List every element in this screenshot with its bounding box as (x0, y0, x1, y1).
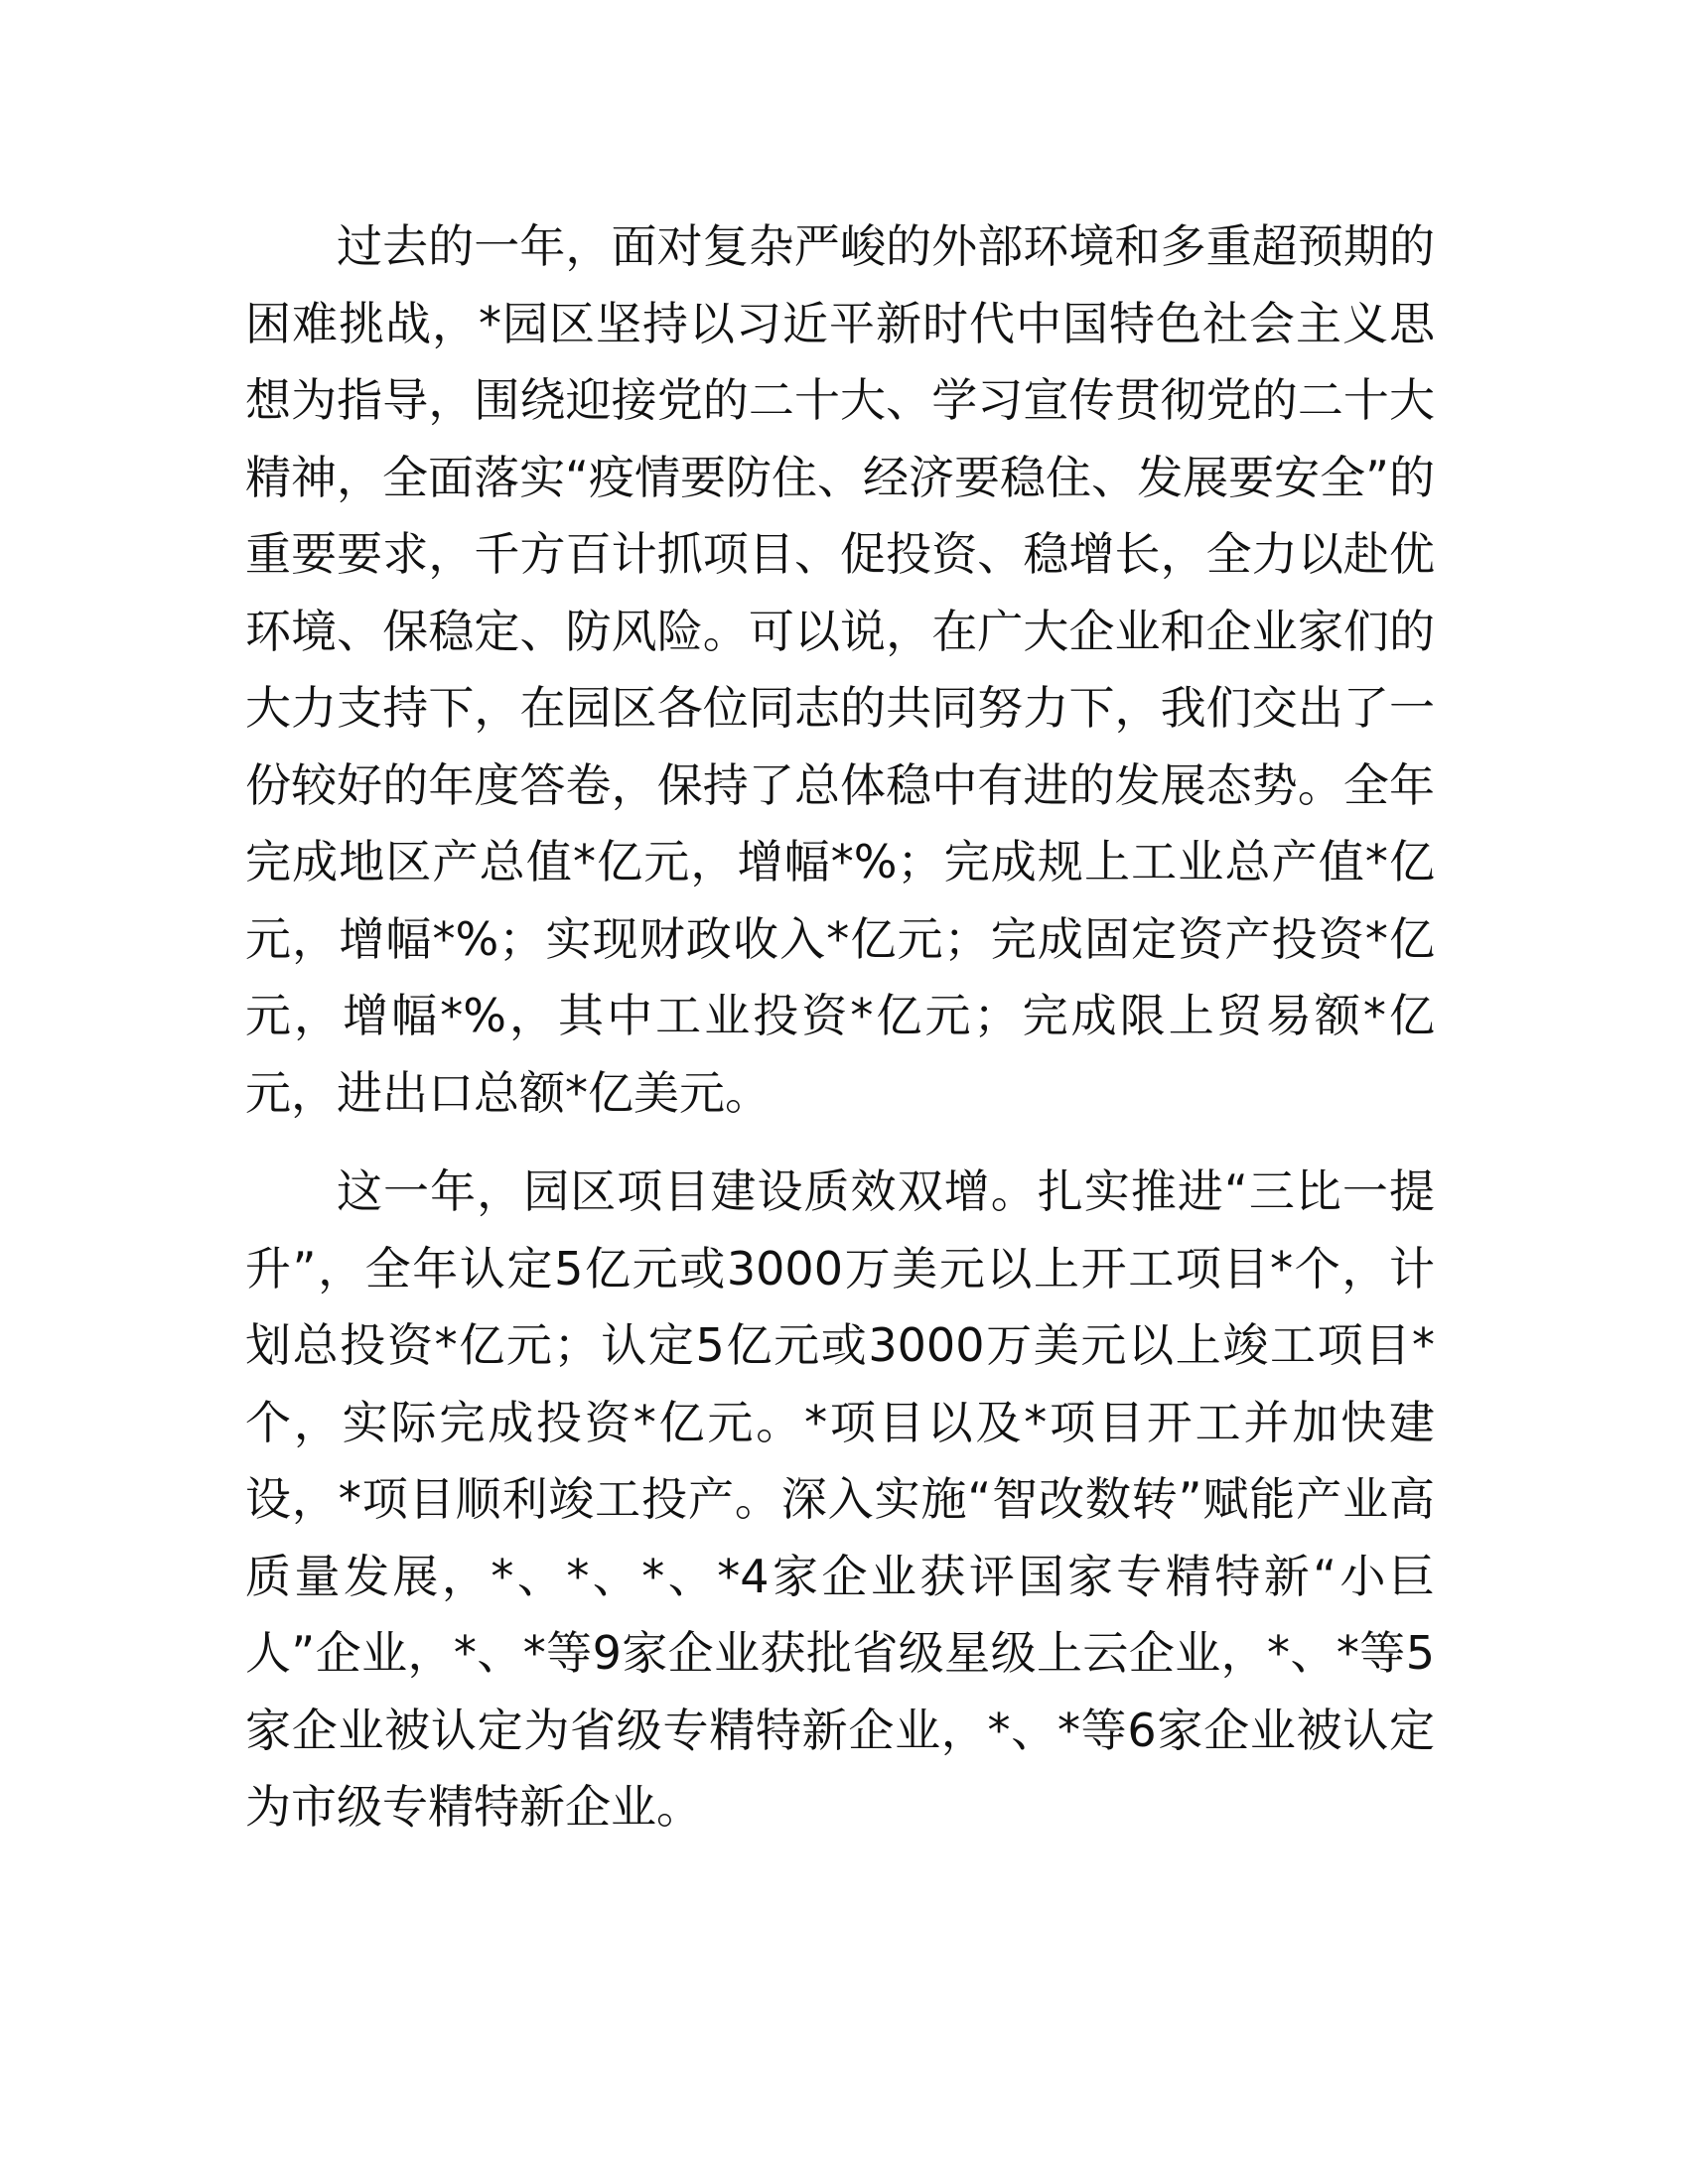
paragraph-project-construction: 这一年，园区项目建设质效双增。扎实推进“三比一提升”，全年认定5亿元或3000万美元以上开工项目*个，计划总投资*亿元；认定5亿元或3000万美元以上竣工项目*个，实际完成投资*亿元。*项目以及*项目开工并加快建设，*项目顺利竣工投产。深入实施“智改数转”赋能产业高质量发展，*、*、*、*4家企业获评国家专精特新“小巨人”企业，*、*等9家企业获批省级星级上云企业，*、*等5家企业被认定为省级专精特新企业，*、*等6家企业被认定为市级专精特新企业。 (245, 1164, 1435, 1834)
document-body (245, 208, 1435, 1846)
paragraph-annual-review: 过去的一年，面对复杂严峻的外部环境和多重超预期的困难挑战，*园区坚持以习近平新时代中国特色社会主义思想为指导，围绕迎接党的二十大、学习宣传贯彻党的二十大精神，全面落实“疫情要防住、经济要稳住、发展要安全”的重要要求，千方百计抓项目、促投资、稳增长，全力以赴优环境、保稳定、防风险。可以说，在广大企业和企业家们的大力支持下，在园区各位同志的共同努力下，我们交出了一份较好的年度答卷，保持了总体稳中有进的发展态势。全年完成地区产总值*亿元，增幅*%；完成规上工业总产值*亿元，增幅*%；实现财政收入*亿元；完成固定资产投资*亿元，增幅*%，其中工业投资*亿元；完成限上贸易额*亿元，进出口总额*亿美元。 (245, 219, 1435, 1120)
